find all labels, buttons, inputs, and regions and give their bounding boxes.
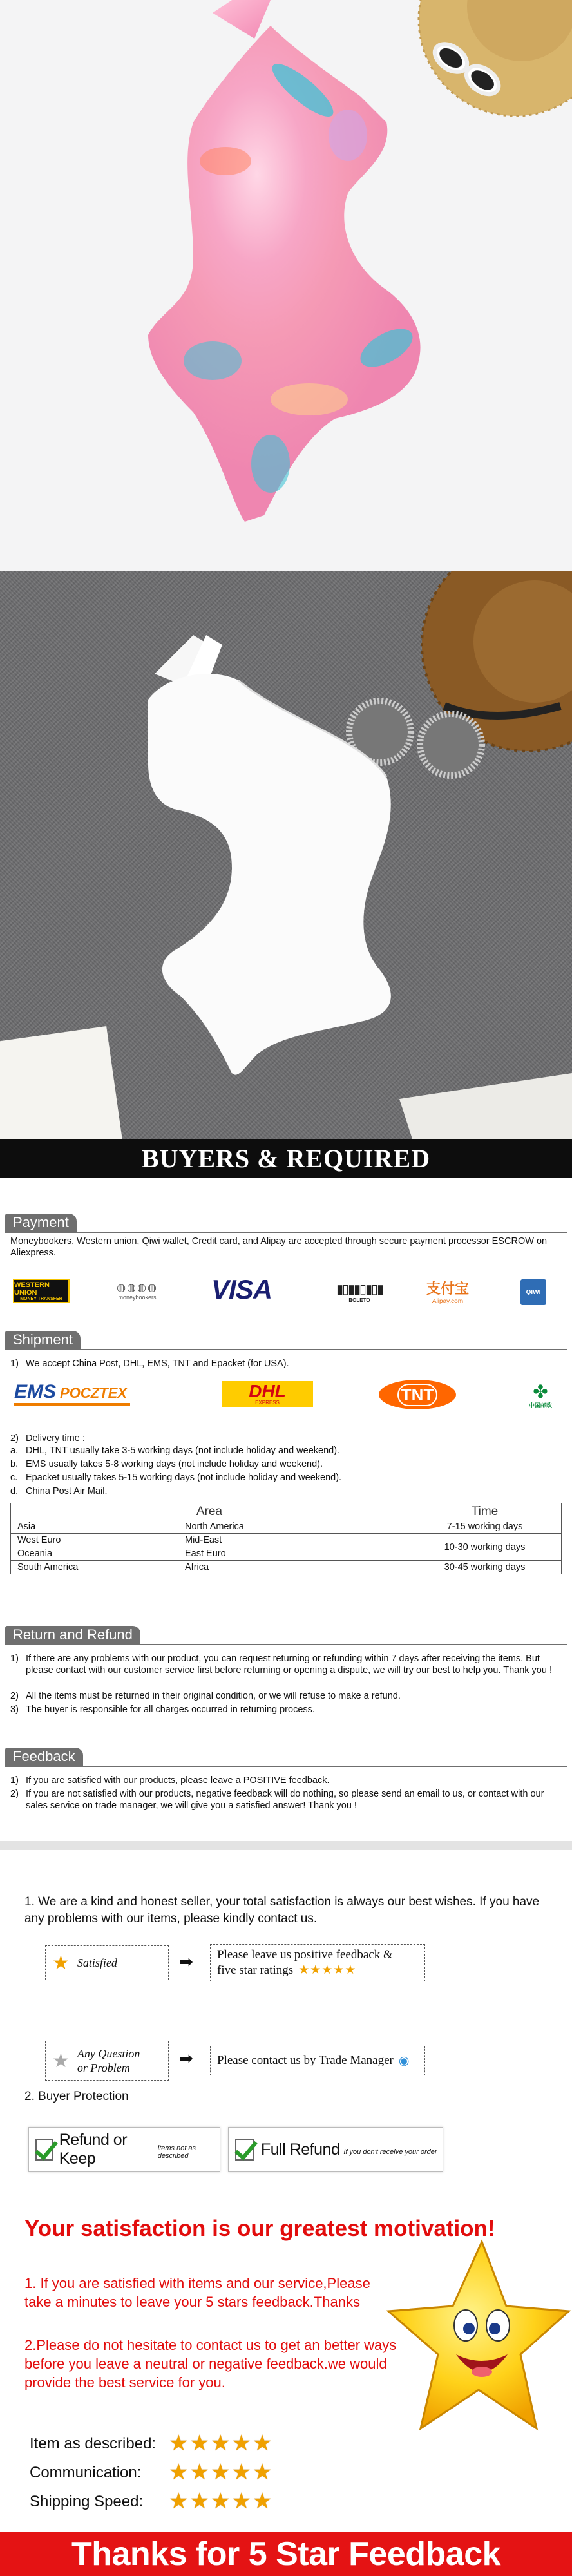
list-number: a.	[10, 1445, 19, 1456]
white-swimsuit-illustration	[0, 571, 572, 1139]
satisfied-box	[45, 1945, 169, 1980]
feedback-item-1	[10, 1775, 564, 1786]
list-text: Epacket usually takes 5-15 working days (not include holiday and weekend).	[26, 1473, 342, 1483]
table-cell: North America	[178, 1520, 408, 1534]
rating-stars-shipping-speed	[169, 2490, 273, 2512]
return-refund-heading: Return and Refund	[5, 1626, 140, 1644]
western-union-sub: MONEY TRANSFER	[20, 1296, 62, 1301]
list-text: We accept China Post, DHL, EMS, TNT and Epacket (for USA).	[26, 1359, 289, 1369]
feedback-item-2	[10, 1788, 564, 1811]
footer-text: Thanks for 5 Star Feedback	[71, 2535, 501, 2573]
dhl-logo	[222, 1381, 313, 1407]
rating-label-communication: Communication:	[30, 2464, 142, 2481]
shipment-divider	[5, 1349, 567, 1350]
list-number: 2)	[10, 1789, 19, 1799]
moneybookers-text: moneybookers	[118, 1294, 157, 1301]
full-refund-sub: If you don't receive your order	[343, 2148, 437, 2156]
table-cell: South America	[11, 1561, 178, 1574]
list-number: 2)	[10, 1433, 19, 1444]
return-item-3	[10, 1704, 564, 1715]
smiling-star-mascot	[385, 2235, 572, 2448]
china-post-icon: ✤	[533, 1381, 548, 1402]
delivery-time-table	[10, 1503, 562, 1574]
payment-text: Moneybookers, Western union, Qiwi wallet, Credit card, and Alipay are accepted through secure payment processor ESCROW on Aliexpress.	[10, 1236, 548, 1258]
positive-feedback-box	[210, 1944, 425, 1981]
thanks-footer-banner	[0, 2532, 572, 2576]
barcode-icon: ▮▯▮▮▯▮▯▮	[336, 1283, 383, 1297]
checkmark-icon	[235, 2139, 254, 2161]
table-cell: Asia	[11, 1520, 178, 1534]
question-box	[45, 2041, 169, 2081]
return-item-2	[10, 1690, 564, 1702]
trade-manager-text: Please contact us by Trade Manager	[217, 2054, 394, 2067]
tnt-text: TNT	[397, 1384, 438, 1406]
five-star-text: five star ratings	[217, 1963, 294, 1977]
list-number: 1)	[10, 1654, 19, 1664]
rating-stars-item-as-described	[169, 2432, 273, 2454]
boleto-logo	[336, 1279, 383, 1306]
ems-logo	[14, 1380, 143, 1408]
dhl-text: DHL	[249, 1380, 286, 1401]
refund-keep-title: Refund or Keep	[59, 2131, 128, 2168]
list-number: 1)	[10, 1359, 19, 1369]
rating-label-item-as-described: Item as described:	[30, 2435, 157, 2452]
rating-stars-text: ★★★★★	[169, 2460, 274, 2485]
refund-or-keep-badge	[28, 2127, 220, 2172]
gray-star-icon: ★	[52, 2050, 70, 2072]
list-text: If you are not satisfied with our products, negative feedback will do nothing, so please send an email to us, or contact with our sales service on trade manager, we will give you a satisfied answer! Thank you !	[26, 1789, 544, 1811]
table-row	[11, 1561, 562, 1574]
motivation-point-2: 2.Please do not hesitate to contact us to get an better ways before you leave a neutral or negative feedback.we would provide the best service for you.	[24, 2337, 397, 2390]
shipment-line-1	[10, 1358, 289, 1369]
list-number: b.	[10, 1459, 19, 1469]
table-cell: Africa	[178, 1561, 408, 1574]
shipment-line-2	[10, 1433, 85, 1444]
arrow-right-icon: ➡	[179, 1952, 193, 1971]
delivery-item-b	[10, 1458, 323, 1470]
question-line-2: or Problem	[77, 2061, 130, 2074]
list-text: Delivery time :	[26, 1433, 85, 1444]
alipay-logo	[415, 1277, 480, 1306]
list-text: The buyer is responsible for all charges occurred in returning process.	[26, 1704, 315, 1715]
delivery-item-c	[10, 1472, 341, 1484]
table-cell: 7-15 working days	[408, 1520, 562, 1534]
list-text: China Post Air Mail.	[26, 1486, 108, 1496]
payment-heading: Payment	[5, 1214, 77, 1232]
banner-title: BUYERS & REQUIRED	[141, 1143, 431, 1173]
table-cell: West Euro	[11, 1534, 178, 1547]
qiwi-logo: QIWI	[520, 1279, 546, 1305]
five-star-line	[217, 1963, 356, 1978]
section-separator	[0, 1841, 572, 1850]
buyers-required-banner	[0, 1139, 572, 1178]
rating-stars-communication	[169, 2461, 273, 2483]
buyer-protection-heading: 2. Buyer Protection	[24, 2090, 129, 2103]
ems-word: EMS	[14, 1381, 57, 1402]
rating-label-shipping-speed: Shipping Speed:	[30, 2493, 144, 2510]
list-text: If there are any problems with our product, you can request returning or refunding within 7 days after receiving the items. But please contact with our customer service first before returning or opening a dispute, we will try our best to help you. Thank you !	[26, 1654, 552, 1675]
pink-swimsuit-illustration	[0, 0, 572, 571]
ems-sub: POCZTEX	[60, 1385, 127, 1401]
tnt-logo	[379, 1380, 456, 1409]
table-row	[11, 1534, 562, 1547]
table-row	[11, 1520, 562, 1534]
product-photo-pink-swimsuit	[0, 0, 572, 571]
western-union-logo	[13, 1279, 70, 1303]
ems-underline	[14, 1403, 130, 1406]
satisfied-label: Satisfied	[77, 1956, 117, 1969]
question-label	[77, 2046, 140, 2075]
motivation-point-1: 1. If you are satisfied with items and our service,Please take a minutes to leave your 5 stars feedback.Thanks	[24, 2275, 370, 2310]
china-post-logo	[523, 1380, 558, 1412]
rating-stars-text: ★★★★★	[169, 2431, 274, 2456]
star-icon: ★	[52, 1952, 70, 1974]
return-item-1	[10, 1653, 564, 1676]
list-number: d.	[10, 1486, 19, 1496]
table-cell: 10-30 working days	[408, 1534, 562, 1561]
refund-keep-sub: items not as described	[157, 2144, 196, 2160]
western-union-text: WESTERN UNION	[14, 1281, 50, 1297]
honest-seller-text: 1. We are a kind and honest seller, your total satisfaction is always our best wishes. If you have any problems with our items, please kindly contact us.	[24, 1895, 540, 1925]
feedback-heading: Feedback	[5, 1748, 83, 1766]
table-header-time: Time	[408, 1503, 562, 1520]
table-cell: East Euro	[178, 1547, 408, 1561]
shipment-heading: Shipment	[5, 1331, 81, 1349]
list-number: 3)	[10, 1704, 19, 1715]
full-refund-badge	[228, 2127, 443, 2172]
table-cell: Oceania	[11, 1547, 178, 1561]
question-line-1: Any Question	[77, 2047, 140, 2060]
return-refund-divider	[5, 1644, 567, 1645]
list-text: DHL, TNT usually take 3-5 working days (not include holiday and weekend).	[26, 1445, 340, 1456]
checkmark-icon	[35, 2139, 53, 2161]
moneybookers-logo	[108, 1279, 166, 1303]
moneybookers-circles: ◍◍◍◍	[117, 1283, 158, 1293]
list-number: 2)	[10, 1691, 19, 1701]
table-cell: Mid-East	[178, 1534, 408, 1547]
dhl-sub: EXPRESS	[255, 1399, 280, 1406]
delivery-item-a	[10, 1445, 339, 1456]
list-number: 1)	[10, 1775, 19, 1786]
positive-feedback-text: Please leave us positive feedback &	[217, 1948, 393, 1961]
china-post-text: 中国邮政	[528, 1402, 552, 1409]
payment-divider	[5, 1232, 567, 1233]
arrow-right-icon: ➡	[179, 2048, 193, 2068]
boleto-text: BOLETO	[348, 1297, 370, 1303]
feedback-divider	[5, 1766, 567, 1767]
delivery-item-d	[10, 1485, 108, 1497]
list-number: c.	[10, 1473, 18, 1483]
list-text: All the items must be returned in their original condition, or we will refuse to make a refund.	[26, 1691, 401, 1701]
table-header-row	[11, 1503, 562, 1520]
motivation-title: Your satisfaction is our greatest motivation!	[24, 2216, 495, 2241]
table-header-area: Area	[11, 1503, 408, 1520]
visa-logo: VISA	[211, 1274, 272, 1304]
rating-stars-text: ★★★★★	[169, 2489, 274, 2514]
trade-manager-box	[210, 2046, 425, 2075]
ems-text	[14, 1382, 127, 1403]
alipay-text: 支付宝	[426, 1281, 469, 1297]
full-refund-title: Full Refund	[261, 2140, 340, 2159]
list-text: EMS usually takes 5-8 working days (not include holiday and weekend).	[26, 1459, 323, 1469]
table-cell: 30-45 working days	[408, 1561, 562, 1574]
trade-manager-icon: ◉	[398, 2054, 410, 2068]
product-photo-white-swimsuit	[0, 571, 572, 1139]
list-text: If you are satisfied with our products, please leave a POSITIVE feedback.	[26, 1775, 330, 1786]
alipay-sub: Alipay.com	[432, 1298, 464, 1305]
five-stars-icon: ★★★★★	[298, 1963, 357, 1977]
